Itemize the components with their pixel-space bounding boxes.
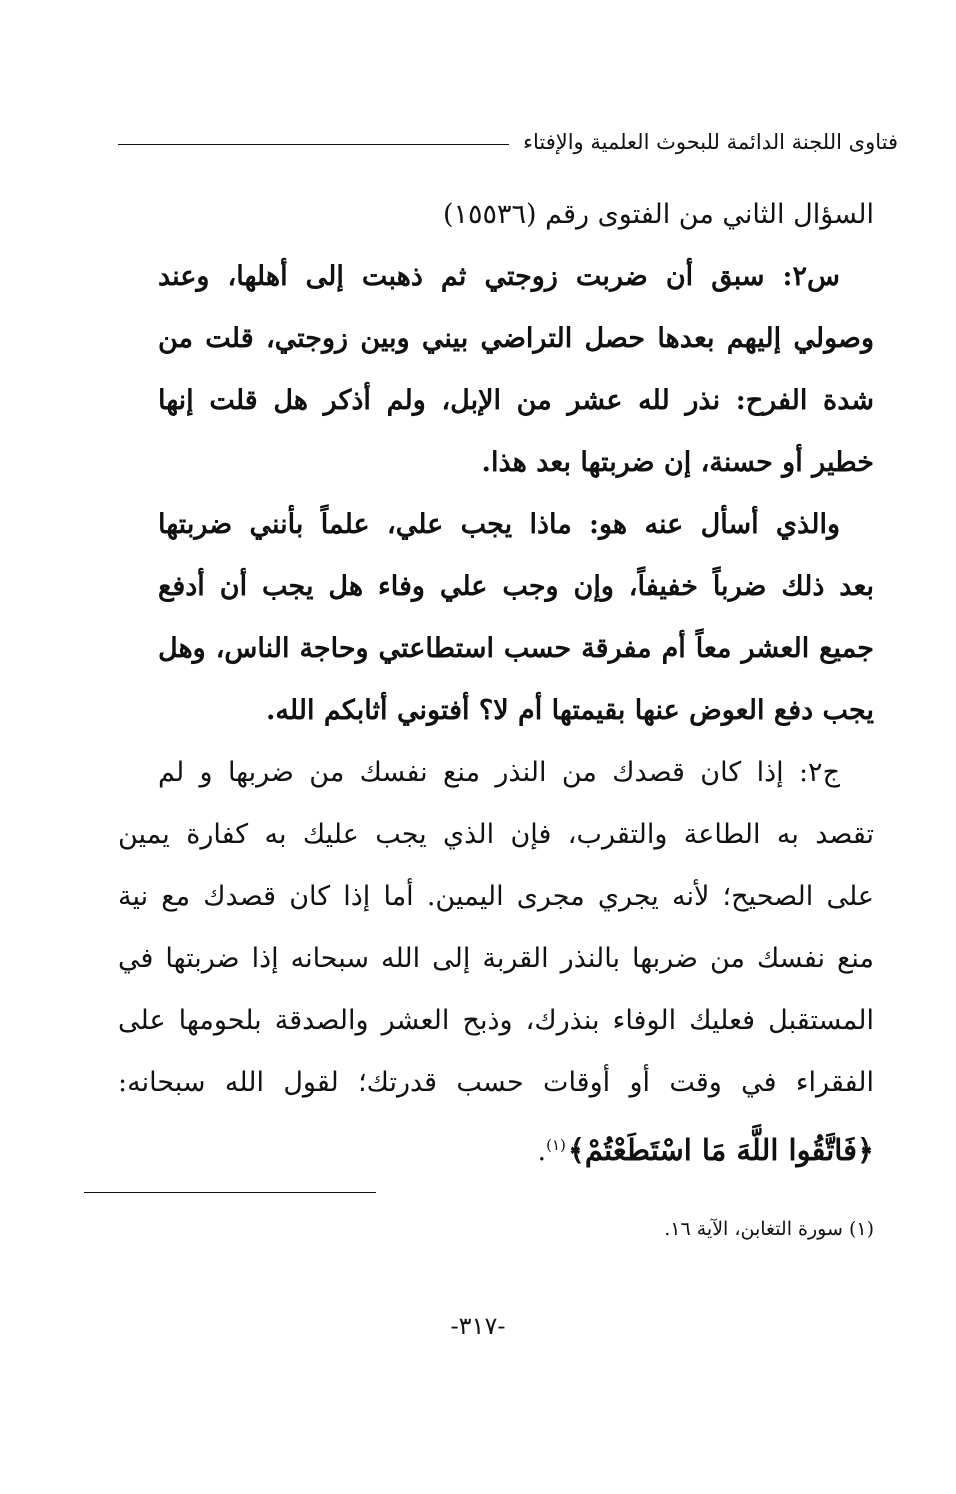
footnote-reference: (١) bbox=[546, 1136, 566, 1154]
answer-line: تقصد به الطاعة والتقرب، فإن الذي يجب عليك به كفارة يمين bbox=[118, 819, 874, 850]
page-body bbox=[118, 190, 874, 1182]
question-line: خطير أو حسنة، إن ضربتها بعد هذا. bbox=[481, 447, 874, 478]
question-line: جميع العشر معاً أم مفرقة حسب استطاعتي وحاجة الناس، وهل bbox=[158, 633, 874, 664]
running-header bbox=[118, 122, 898, 162]
question-heading: السؤال الثاني من الفتوى رقم (١٥٥٣٦) bbox=[442, 199, 874, 230]
quran-verse: ﴿فَاتَّقُوا اللَّهَ مَا اسْتَطَعْتُمْ﴾ bbox=[567, 1133, 874, 1167]
question-line: س٢: سبق أن ضربت زوجتي ثم ذهبت إلى أهلها، وعند bbox=[158, 261, 840, 292]
quran-verse-line bbox=[118, 1120, 874, 1182]
answer-line: منع نفسك من ضربها بالنذر القربة إلى الله سبحانه إذا ضربتها في bbox=[118, 943, 874, 974]
footnote-separator bbox=[84, 1192, 376, 1193]
verse-end-period: . bbox=[537, 1136, 547, 1167]
footnote: (١) سورة التغابن، الآية ١٦. bbox=[664, 1218, 874, 1240]
question-paragraph bbox=[158, 252, 874, 500]
header-title: فتاوى اللجنة الدائمة للبحوث العلمية والإفتاء bbox=[523, 130, 898, 154]
question-line: يجب دفع العوض عنها بقيمتها أم لا؟ أفتوني أثابكم الله. bbox=[265, 695, 874, 726]
question-line: شدة الفرح: نذر لله عشر من الإبل، ولم أذكر هل قلت إنها bbox=[158, 385, 874, 416]
answer-line: على الصحيح؛ لأنه يجري مجرى اليمين. أما إذا كان قصدك مع نية bbox=[118, 881, 874, 912]
answer-line: ج٢: إذا كان قصدك من النذر منع نفسك من ضربها و لم bbox=[158, 757, 840, 788]
question-line: والذي أسأل عنه هو: ماذا يجب علي، علماً بأنني ضربتها bbox=[158, 509, 840, 540]
page-number: -٣١٧- bbox=[450, 1312, 506, 1340]
question-line: وصولي إليهم بعدها حصل التراضي بيني وبين زوجتي، قلت من bbox=[158, 323, 874, 354]
question-paragraph-2 bbox=[158, 500, 874, 748]
question-line: بعد ذلك ضرباً خفيفاً، وإن وجب علي وفاء هل يجب أن أدفع bbox=[158, 571, 874, 602]
answer-line: المستقبل فعليك الوفاء بنذرك، وذبح العشر والصدقة بلحومها على bbox=[118, 1005, 874, 1036]
answer-paragraph bbox=[118, 748, 874, 1182]
header-rule bbox=[118, 144, 509, 145]
answer-line: الفقراء في وقت أو أوقات حسب قدرتك؛ لقول الله سبحانه: bbox=[118, 1067, 874, 1098]
